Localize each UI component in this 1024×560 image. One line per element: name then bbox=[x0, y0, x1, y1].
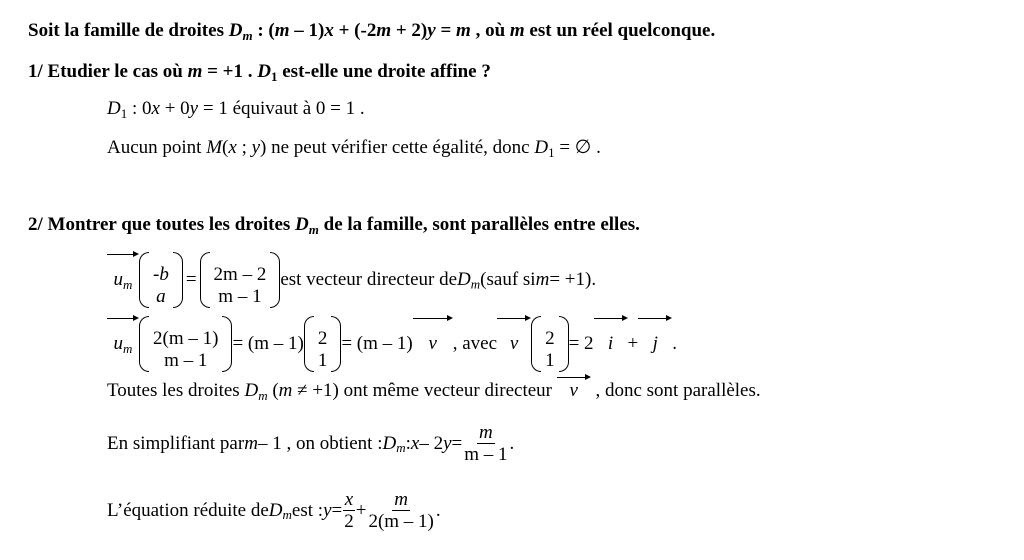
sub-1: 1 bbox=[120, 106, 128, 121]
equals-sign: = bbox=[185, 269, 197, 290]
vec-bottom: 1 bbox=[317, 350, 328, 371]
var-D: D bbox=[244, 380, 259, 401]
vec-top: -b bbox=[153, 264, 169, 285]
answer-text: + bbox=[627, 333, 639, 354]
q1-answer-line-1 bbox=[107, 98, 365, 120]
sub-m: m bbox=[242, 28, 253, 43]
var-m: m bbox=[187, 61, 203, 82]
column-vector bbox=[531, 316, 569, 372]
question-1-title bbox=[28, 61, 491, 83]
q1-answer-line-2 bbox=[107, 137, 601, 159]
vec-bottom: m – 1 bbox=[218, 286, 262, 307]
vector-v bbox=[497, 321, 531, 367]
vec-letter: u bbox=[113, 269, 124, 290]
answer-text: (sauf si bbox=[480, 269, 536, 290]
answer-text: . bbox=[435, 499, 441, 521]
var-D: D bbox=[457, 269, 471, 290]
answer-text: = ∅ . bbox=[554, 137, 601, 158]
q2-answer-line-4 bbox=[107, 420, 514, 467]
denominator: 2 bbox=[344, 511, 354, 533]
vec-top: 2(m – 1) bbox=[153, 328, 219, 349]
q2-answer-line-5 bbox=[107, 487, 441, 534]
statement-text: + 2) bbox=[391, 20, 428, 41]
answer-text: L’équation réduite de bbox=[107, 499, 269, 521]
column-vector bbox=[200, 252, 281, 308]
sub-1: 1 bbox=[548, 145, 555, 160]
answer-text: : bbox=[405, 432, 411, 454]
var-D: D bbox=[257, 61, 271, 82]
var-m: m bbox=[278, 380, 293, 401]
var-D: D bbox=[295, 214, 309, 235]
statement-text: = bbox=[435, 20, 457, 41]
question-2-title bbox=[28, 214, 640, 236]
statement-text: est un réel quelconque. bbox=[524, 20, 716, 41]
column-vector bbox=[304, 316, 342, 372]
var-m: m bbox=[456, 20, 471, 41]
vec-bottom: a bbox=[156, 286, 166, 307]
var-m: m bbox=[274, 20, 290, 41]
column-vector bbox=[139, 316, 232, 372]
vector-u-m bbox=[107, 321, 139, 367]
var-y: y bbox=[251, 137, 261, 158]
answer-text: . bbox=[509, 432, 515, 454]
vector-u-m bbox=[107, 257, 139, 303]
var-y: y bbox=[427, 20, 436, 41]
var-m: m bbox=[509, 20, 525, 41]
vector-j bbox=[638, 321, 672, 367]
answer-text: + 0 bbox=[159, 98, 190, 119]
sub-m: m bbox=[258, 388, 268, 403]
var-x: x bbox=[324, 20, 334, 41]
numerator: m bbox=[394, 489, 409, 511]
sub-1: 1 bbox=[271, 69, 278, 84]
statement-text: – 1) bbox=[289, 20, 325, 41]
vec-top: 2m – 2 bbox=[213, 264, 267, 285]
statement-text: + (-2 bbox=[333, 20, 377, 41]
var-D: D bbox=[534, 137, 549, 158]
denominator: 2(m – 1) bbox=[368, 511, 434, 533]
var-m: m bbox=[244, 432, 258, 454]
vec-letter: v bbox=[428, 333, 437, 354]
title-text: 1/ Etudier le cas où bbox=[28, 61, 188, 82]
answer-text: = (m – 1) bbox=[341, 333, 413, 354]
q2-vector-line-2 bbox=[107, 316, 677, 372]
answer-text: = +1). bbox=[549, 269, 597, 290]
answer-text: . bbox=[672, 333, 677, 354]
answer-text: ( bbox=[222, 137, 229, 158]
vec-top: 2 bbox=[317, 328, 328, 349]
answer-text: Aucun point bbox=[107, 137, 207, 158]
var-D: D bbox=[382, 432, 397, 454]
var-D: D bbox=[107, 98, 121, 119]
numerator: m bbox=[479, 422, 493, 444]
var-m: m bbox=[376, 20, 392, 41]
var-y: y bbox=[323, 499, 332, 521]
vec-letter: v bbox=[569, 380, 578, 401]
vec-bottom: m – 1 bbox=[164, 350, 208, 371]
title-text: est-elle une droite affine ? bbox=[277, 61, 491, 82]
fraction bbox=[342, 489, 356, 532]
var-m: m bbox=[535, 269, 550, 290]
title-text: de la famille, sont parallèles entre elles. bbox=[318, 214, 640, 235]
var-x: x bbox=[410, 432, 420, 454]
sub-m: m bbox=[396, 440, 406, 455]
answer-text: = (m – 1) bbox=[232, 333, 304, 354]
answer-text: : 0 bbox=[127, 98, 152, 119]
column-vector bbox=[139, 252, 183, 308]
sub-m: m bbox=[282, 507, 292, 522]
var-D: D bbox=[268, 499, 283, 521]
title-text: 2/ Montrer que toutes les droites bbox=[28, 214, 296, 235]
vec-top: 2 bbox=[545, 328, 555, 349]
vec-letter: i bbox=[607, 333, 614, 354]
answer-text: ) ne peut vérifier cette égalité, donc bbox=[260, 137, 535, 158]
answer-text: = bbox=[331, 499, 343, 521]
fraction bbox=[366, 489, 435, 532]
answer-text: est vecteur directeur de bbox=[280, 269, 458, 290]
answer-text: , donc sont parallèles. bbox=[590, 380, 761, 401]
answer-text: ( bbox=[267, 380, 279, 401]
var-y: y bbox=[443, 432, 452, 454]
q2-vector-line-1 bbox=[107, 252, 596, 308]
q2-answer-line-3 bbox=[107, 380, 761, 402]
vec-bottom: 1 bbox=[545, 350, 555, 371]
answer-text: En simplifiant par bbox=[107, 432, 245, 454]
numerator: x bbox=[344, 489, 354, 511]
answer-text: ; bbox=[236, 137, 252, 158]
answer-text: – 1 , on obtient : bbox=[257, 432, 383, 454]
var-M: M bbox=[206, 137, 223, 158]
statement-text: : ( bbox=[252, 20, 275, 41]
problem-statement bbox=[28, 20, 715, 42]
var-D: D bbox=[228, 20, 243, 41]
title-text: = +1 . bbox=[202, 61, 258, 82]
var-x: x bbox=[151, 98, 160, 119]
answer-text: = bbox=[451, 432, 463, 454]
answer-text: Toutes les droites bbox=[107, 380, 245, 401]
sub-m: m bbox=[123, 341, 133, 356]
vector-v bbox=[413, 321, 453, 367]
sub-m: m bbox=[308, 222, 319, 237]
answer-text: = 2 bbox=[568, 333, 594, 354]
answer-text: est : bbox=[291, 499, 324, 521]
answer-text: = 1 équivaut à 0 = 1 . bbox=[198, 98, 365, 119]
var-x: x bbox=[228, 137, 237, 158]
fraction bbox=[462, 422, 509, 465]
denominator: m – 1 bbox=[464, 444, 508, 466]
statement-text: Soit la famille de droites bbox=[28, 20, 229, 41]
sub-m: m bbox=[123, 277, 133, 292]
answer-text: + bbox=[355, 499, 367, 521]
answer-text: – 2 bbox=[419, 432, 444, 454]
sub-m: m bbox=[470, 276, 481, 292]
vec-letter: j bbox=[652, 333, 658, 354]
statement-text: , où bbox=[470, 20, 510, 41]
answer-text: , avec bbox=[452, 333, 498, 354]
vector-i bbox=[594, 321, 628, 367]
answer-text: ≠ +1) ont même vecteur directeur bbox=[292, 380, 557, 401]
vector-v bbox=[557, 380, 591, 402]
vec-letter: v bbox=[509, 333, 519, 354]
vec-letter: u bbox=[113, 333, 124, 354]
var-y: y bbox=[189, 98, 199, 119]
